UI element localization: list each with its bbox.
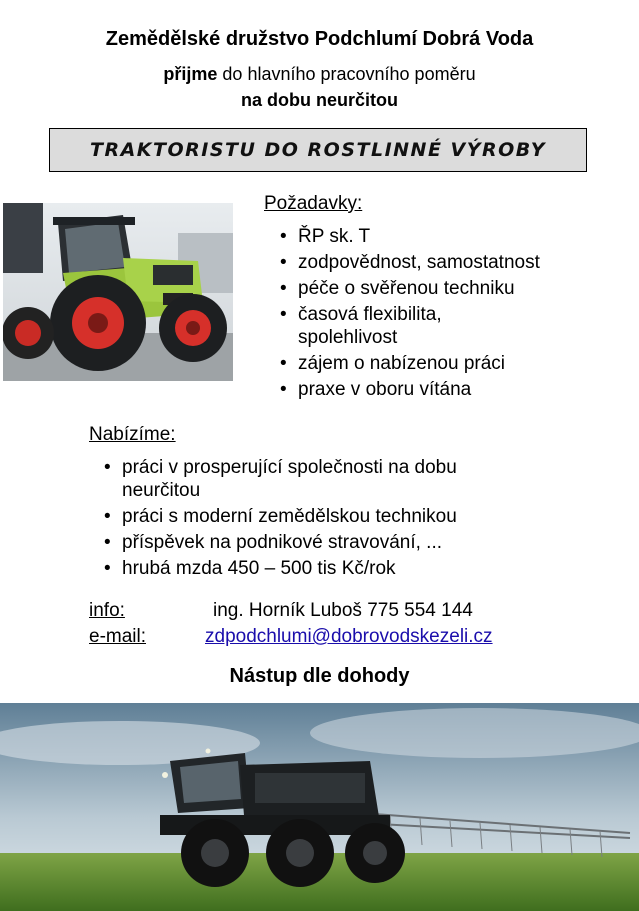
list-item: • práci s moderní zemědělskou technikou	[104, 506, 457, 527]
info-label: info:	[89, 600, 125, 621]
bullet-icon: •	[104, 532, 111, 553]
tractor-photo	[3, 203, 233, 381]
email-link[interactable]: zdpodchlumi@dobrovodskezeli.cz	[205, 626, 493, 647]
bullet-icon: •	[280, 353, 287, 374]
offer-heading: Nabízíme:	[89, 424, 176, 445]
offer-list	[104, 456, 522, 583]
position-banner	[49, 128, 587, 172]
bullet-icon: •	[280, 379, 287, 400]
sprayer-photo	[0, 703, 639, 911]
requirements-heading: Požadavky:	[264, 193, 363, 214]
email-label: e-mail:	[89, 626, 147, 647]
list-item: • příspěvek na podnikové stravování, ...	[104, 532, 443, 553]
bullet-icon: •	[280, 252, 287, 273]
requirements-list	[280, 225, 618, 404]
company-name: Zemědělské družstvo Podchlumí Dobrá Voda	[105, 28, 534, 50]
start-date-note: Nástup dle dohody	[229, 665, 410, 687]
list-item: • ŘP sk. T	[280, 226, 371, 247]
list-item: • práci v prosperující společnosti na dobu neurčitou	[104, 457, 457, 501]
bullet-icon: •	[280, 278, 287, 299]
position-title: TRAKTORISTU DO ROSTLINNÉ VÝROBY	[89, 139, 546, 161]
bullet-icon: •	[280, 304, 287, 325]
list-item: • zodpovědnost, samostatnost	[280, 252, 540, 273]
list-item: • praxe v oboru vítána	[280, 379, 472, 400]
list-item: • péče o svěřenou techniku	[280, 278, 515, 299]
bullet-icon: •	[104, 457, 111, 478]
bullet-icon: •	[104, 506, 111, 527]
employment-term: na dobu neurčitou	[241, 90, 398, 110]
bullet-icon: •	[280, 226, 287, 247]
list-item: • zájem o nabízenou práci	[280, 353, 506, 374]
list-item: • hrubá mzda 450 – 500 tis Kč/rok	[104, 558, 396, 579]
list-item: • časová flexibilita, spolehlivost	[280, 304, 442, 348]
bullet-icon: •	[104, 558, 111, 579]
hire-rest: do hlavního pracovního poměru	[217, 64, 476, 84]
contact-person: ing. Horník Luboš 775 554 144	[213, 600, 473, 621]
hire-statement	[0, 64, 639, 85]
hire-verb: přijme	[163, 64, 218, 84]
